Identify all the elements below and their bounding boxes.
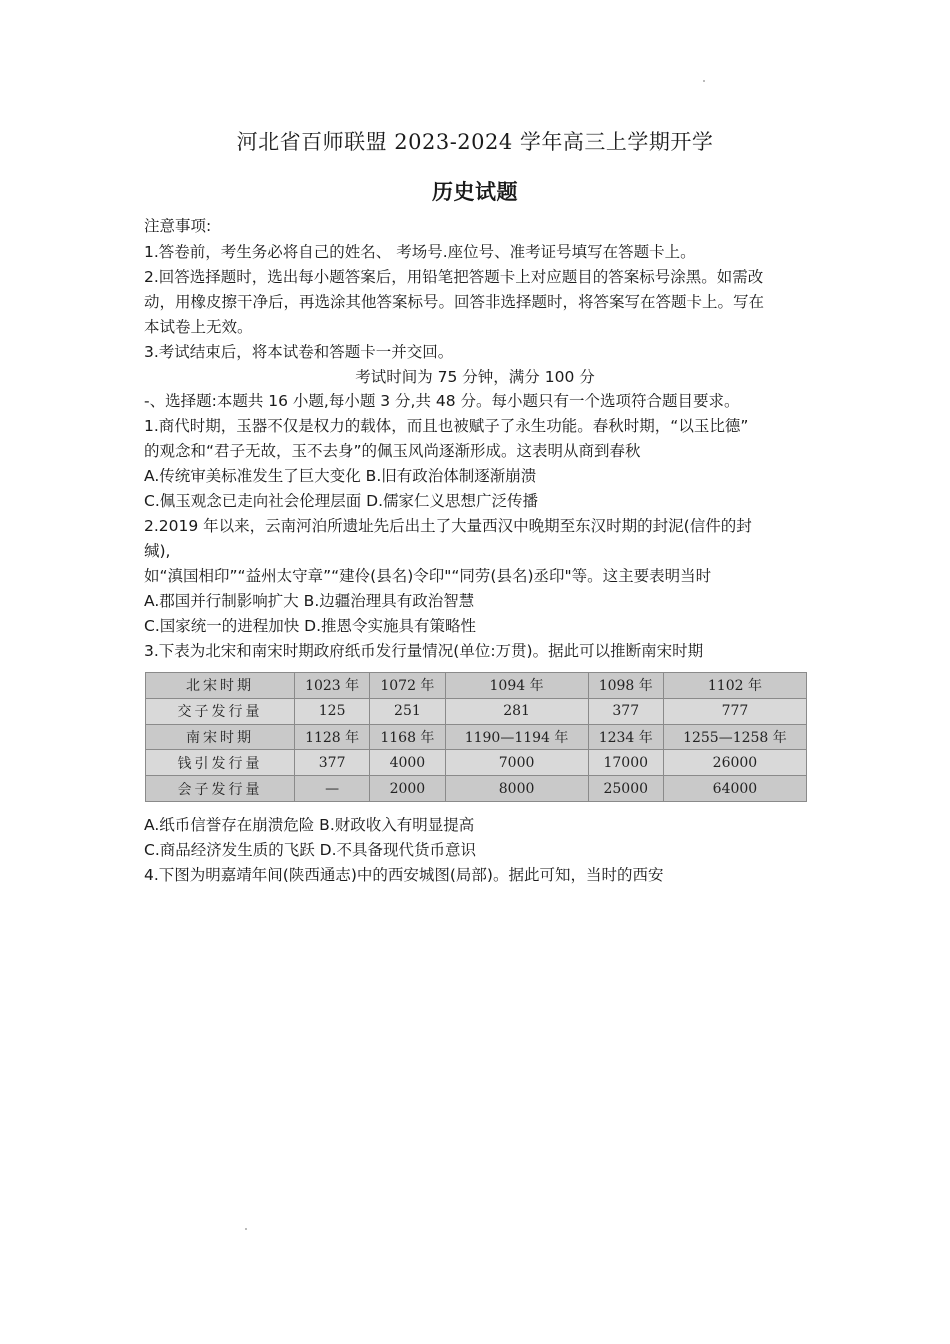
table-row	[146, 698, 807, 724]
table-row	[146, 750, 807, 776]
q2-stem-line-1: 2.2019 年以来，云南河泊所遗址先后出土了大量西汉中晚期至东汉时期的封泥(信件的封	[144, 517, 752, 535]
section-intro: -、选择题:本题共 16 小题,每小题 3 分,共 48 分。每小题只有一个选项符合题目要求。	[144, 392, 740, 410]
table-cell: 交子发行量	[146, 698, 295, 724]
scan-speck	[245, 1228, 247, 1230]
table-cell: 26000	[663, 750, 806, 776]
table-cell: —	[295, 776, 370, 802]
table-cell: 钱引发行量	[146, 750, 295, 776]
table-cell: 25000	[588, 776, 663, 802]
table-row	[146, 776, 807, 802]
q4-stem: 4.下图为明嘉靖年间(陕西通志)中的西安城图(局部)。据此可知，当时的西安	[144, 866, 664, 884]
table-cell: 64000	[663, 776, 806, 802]
table-cell: 251	[370, 698, 445, 724]
exam-subject: 历史试题	[432, 179, 518, 204]
notes-heading: 注意事项:	[144, 217, 212, 235]
q3-stem: 3.下表为北宋和南宋时期政府纸币发行量情况(单位:万贯)。据此可以推断南宋时期	[144, 642, 704, 660]
q2-stem-line-2: 缄),	[144, 542, 171, 560]
table-cell: 会子发行量	[146, 776, 295, 802]
q1-options-cd: C.佩玉观念已走向社会伦理层面 D.儒家仁义思想广泛传播	[144, 492, 539, 510]
table-cell: 377	[295, 750, 370, 776]
table-row	[146, 673, 807, 699]
table-cell: 377	[588, 698, 663, 724]
table-cell: 1190—1194 年	[445, 724, 588, 750]
table-cell: 1098 年	[588, 673, 663, 699]
exam-time: 考试时间为 75 分钟，满分 100 分	[355, 368, 595, 386]
notes-item-2-line-1: 2.回答选择题时，选出每小题答案后，用铅笔把答题卡上对应题目的答案标号涂黑。如需改	[144, 268, 764, 286]
q3-options-ab: A.纸币信誉存在崩溃危险 B.财政收入有明显提高	[144, 816, 475, 834]
table-cell: 1072 年	[370, 673, 445, 699]
table-cell: 1128 年	[295, 724, 370, 750]
notes-item-3: 3.考试结束后，将本试卷和答题卡一并交回。	[144, 343, 454, 361]
q1-options-ab: A.传统审美标准发生了巨大变化 B.旧有政治体制逐渐崩溃	[144, 467, 537, 485]
table-cell: 1102 年	[663, 673, 806, 699]
notes-item-1: 1.答卷前，考生务必将自己的姓名、 考场号.座位号、准考证号填写在答题卡上。	[144, 243, 696, 261]
table-cell: 2000	[370, 776, 445, 802]
table-cell: 1094 年	[445, 673, 588, 699]
table-cell: 4000	[370, 750, 445, 776]
q2-options-cd: C.国家统一的进程加快 D.推恩令实施具有策略性	[144, 617, 477, 635]
table-cell: 7000	[445, 750, 588, 776]
table-cell: 1255—1258 年	[663, 724, 806, 750]
notes-item-2-line-3: 本试卷上无效。	[144, 318, 253, 336]
table-cell: 1023 年	[295, 673, 370, 699]
notes-item-2-line-2: 动，用橡皮擦干净后，再选涂其他答案标号。回答非选择题时，将答案写在答题卡上。写在	[144, 293, 765, 311]
table-cell: 1234 年	[588, 724, 663, 750]
q3-options-cd: C.商品经济发生质的飞跃 D.不具备现代货币意识	[144, 841, 477, 859]
table-cell: 1168 年	[370, 724, 445, 750]
q2-options-ab: A.郡国并行制影响扩大 B.边疆治理具有政治智慧	[144, 592, 475, 610]
table-cell: 125	[295, 698, 370, 724]
table-cell: 南宋时期	[146, 724, 295, 750]
q1-stem-line-1: 1.商代时期，玉器不仅是权力的载体，而且也被赋子了永生功能。春秋时期，“以玉比德”	[144, 417, 749, 435]
q1-stem-line-2: 的观念和“君子无故，玉不去身”的佩玉风尚逐渐形成。这表明从商到春秋	[144, 442, 641, 460]
exam-title: 河北省百师联盟 2023-2024 学年高三上学期开学	[236, 130, 714, 154]
table-row	[146, 724, 807, 750]
scan-speck	[703, 80, 705, 82]
table-cell: 17000	[588, 750, 663, 776]
table-cell: 北宋时期	[146, 673, 295, 699]
table-cell: 281	[445, 698, 588, 724]
currency-issuance-table	[145, 672, 807, 802]
q2-stem-line-3: 如“滇国相印”“益州太守章”“建伶(县名)令印"“同劳(县名)丞印"等。这主要表明当时	[144, 567, 712, 585]
table-cell: 8000	[445, 776, 588, 802]
table-cell: 777	[663, 698, 806, 724]
